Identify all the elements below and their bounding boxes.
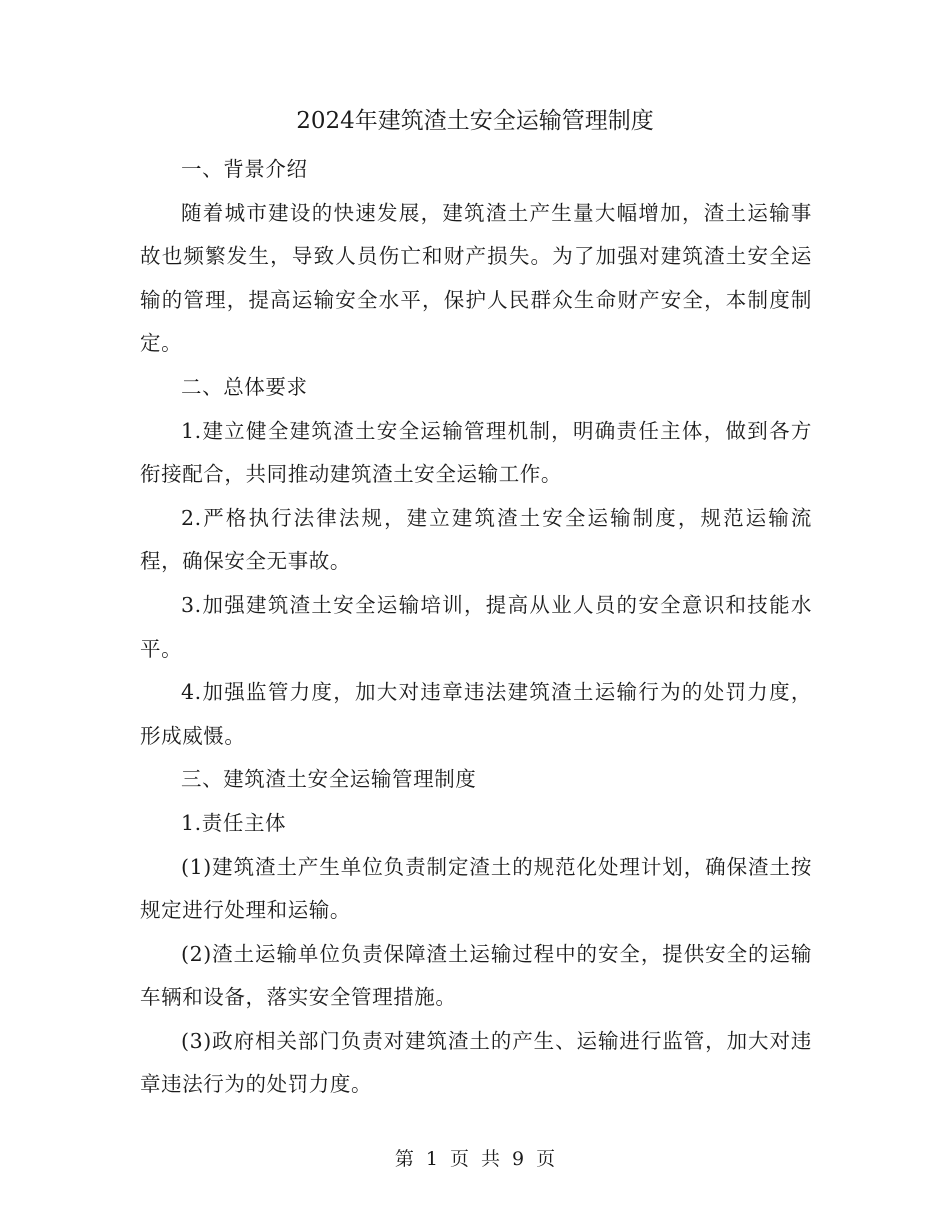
requirement-item-3: 3.加强建筑渣土安全运输培训，提高从业人员的安全意识和技能水平。 (140, 592, 812, 661)
subsection-heading-responsibility: 1.责任主体 (181, 810, 287, 835)
responsibility-item-2: (2)渣土运输单位负责保障渣土运输过程中的安全，提供安全的运输车辆和设备，落实安全管理措施。 (140, 941, 812, 1010)
document-title: 2024年建筑渣土安全运输管理制度 (296, 108, 654, 134)
requirement-item-2: 2.严格执行法律法规，建立建筑渣土安全运输制度，规范运输流程，确保安全无事故。 (140, 505, 812, 574)
paragraph-background: 随着城市建设的快速发展，建筑渣土产生量大幅增加，渣土运输事故也频繁发生，导致人员伤亡和财产损失。为了加强对建筑渣土安全运输的管理，提高运输安全水平，保护人民群众生命财产安全，本制度制定。 (140, 200, 812, 356)
requirement-item-4: 4.加强监管力度，加大对违章违法建筑渣土运输行为的处罚力度，形成威慑。 (140, 680, 812, 748)
responsibility-item-1: (1)建筑渣土产生单位负责制定渣土的规范化处理计划，确保渣土按规定进行处理和运输。 (140, 854, 812, 923)
section-heading-background: 一、背景介绍 (181, 157, 308, 181)
requirement-item-1: 1.建立健全建筑渣土安全运输管理机制，明确责任主体，做到各方衔接配合，共同推动建筑渣土安全运输工作。 (140, 418, 812, 487)
page-number-footer: 第 1 页 共 9 页 (394, 1148, 556, 1170)
section-heading-requirements: 二、总体要求 (181, 374, 308, 399)
document-body (140, 148, 812, 1107)
responsibility-item-3: (3)政府相关部门负责对建筑渣土的产生、运输进行监管，加大对违章违法行为的处罚力度。 (140, 1028, 812, 1097)
section-heading-system: 三、建筑渣土安全运输管理制度 (181, 767, 477, 792)
